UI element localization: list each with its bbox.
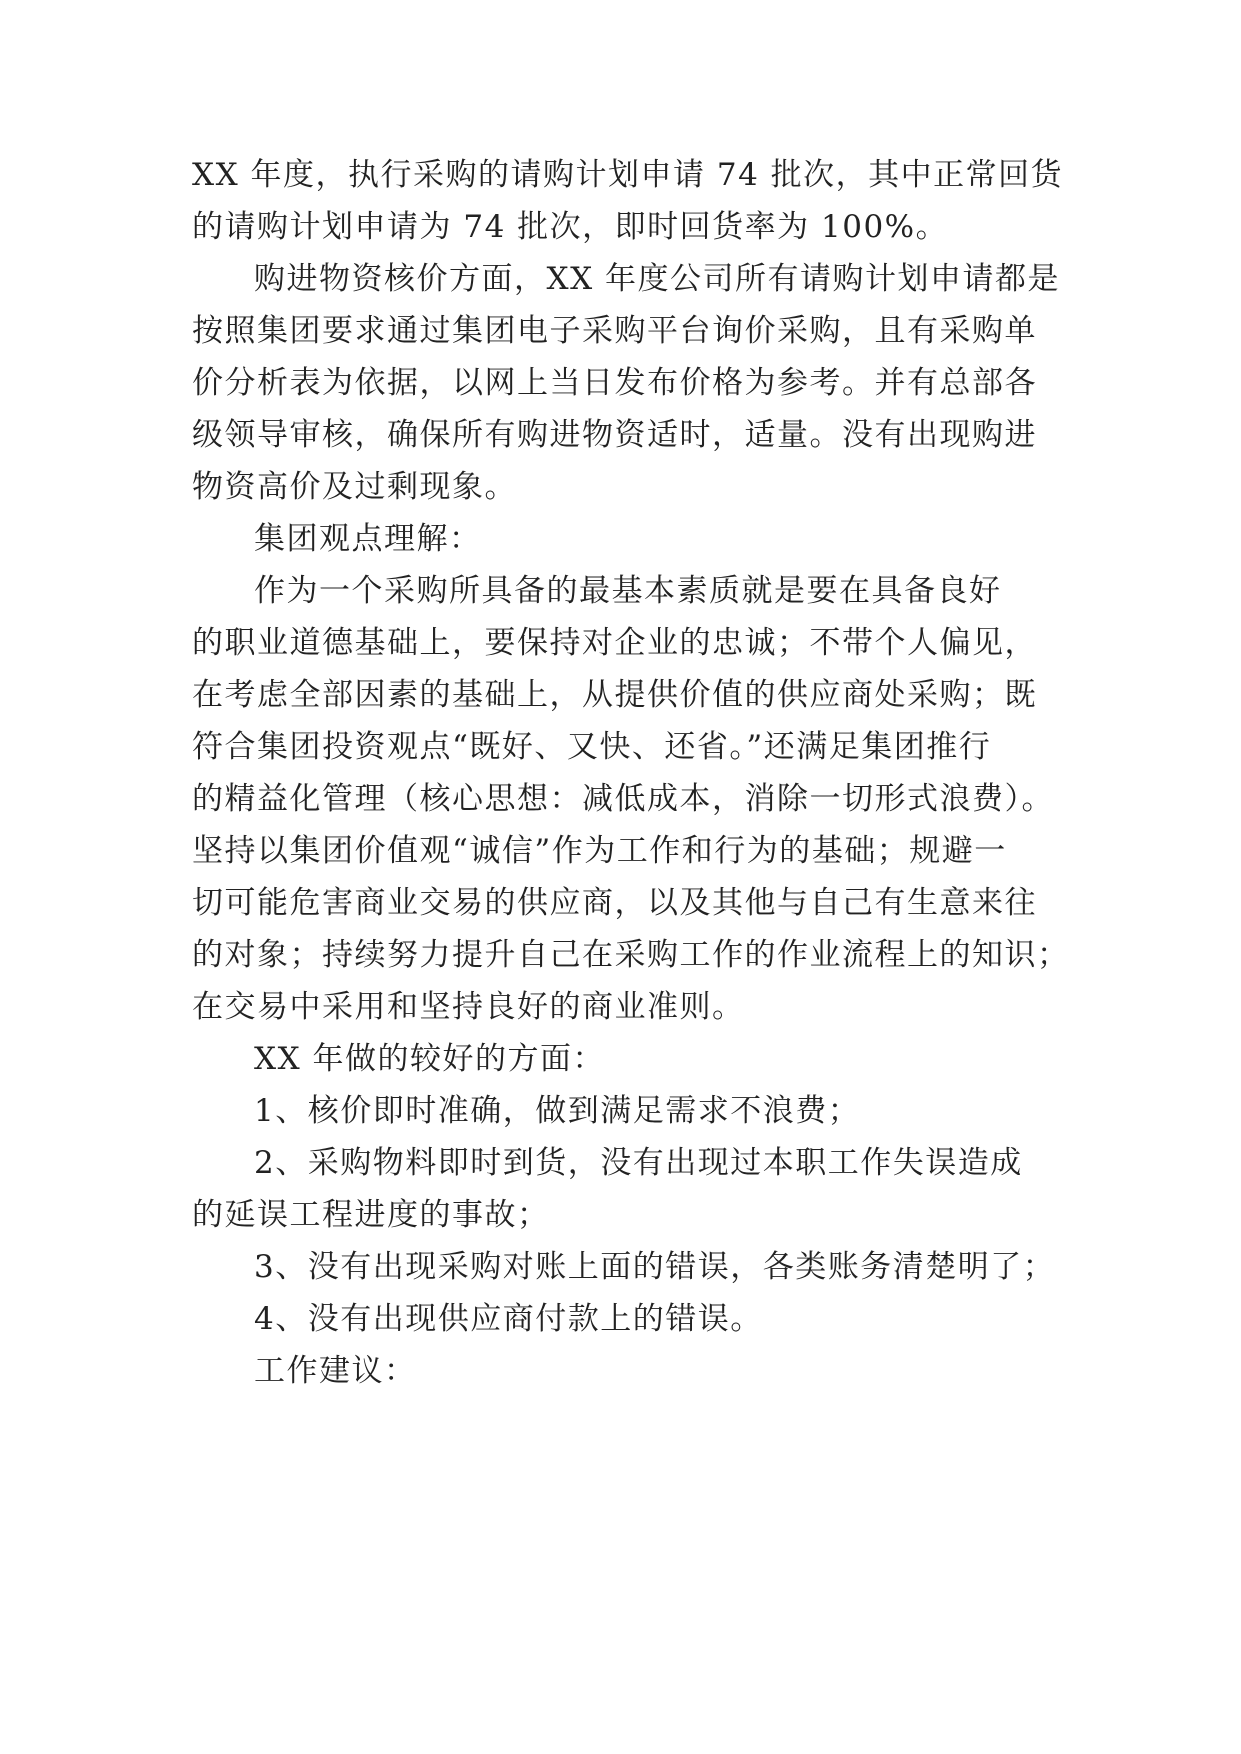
section-heading: XX 年做的较好的方面： xyxy=(254,1041,605,1077)
text-line: 的职业道德基础上，要保持对企业的忠诚；不带个人偏见， xyxy=(192,625,1037,661)
text-line: 坚持以集团价值观“诚信”作为工作和行为的基础；规避一 xyxy=(192,833,1007,869)
text-line: 级领导审核，确保所有购进物资适时，适量。没有出现购进 xyxy=(192,417,1037,453)
section-heading: 工作建议： xyxy=(254,1353,417,1389)
text-line: 的请购计划申请为 74 批次，即时回货率为 100%。 xyxy=(192,209,949,245)
text-line: 的精益化管理（核心思想：减低成本，消除一切形式浪费）。 xyxy=(192,781,1054,817)
text-line: 符合集团投资观点“既好、又快、还省。”还满足集团推行 xyxy=(192,729,992,765)
list-item: 4、没有出现供应商付款上的错误。 xyxy=(254,1301,763,1337)
text-line: 物资高价及过剩现象。 xyxy=(192,469,517,505)
list-item: 1、核价即时准确，做到满足需求不浪费； xyxy=(254,1093,861,1129)
list-item: 2、采购物料即时到货，没有出现过本职工作失误造成 xyxy=(254,1145,1023,1181)
text-line: 在交易中采用和坚持良好的商业准则。 xyxy=(192,989,745,1025)
text-line: 的对象；持续努力提升自己在采购工作的作业流程上的知识； xyxy=(192,937,1070,973)
text-line: XX 年度，执行采购的请购计划申请 74 批次，其中正常回货 xyxy=(192,157,1064,193)
text-line: 的延误工程进度的事故； xyxy=(192,1197,550,1233)
text-line: 在考虑全部因素的基础上，从提供价值的供应商处采购；既 xyxy=(192,677,1037,713)
paragraph-start: 作为一个采购所具备的最基本素质就是要在具备良好 xyxy=(254,573,1002,609)
paragraph-start: 购进物资核价方面，XX 年度公司所有请购计划申请都是 xyxy=(254,261,1060,297)
text-line: 价分析表为依据，以网上当日发布价格为参考。并有总部各 xyxy=(192,365,1037,401)
text-line: 按照集团要求通过集团电子采购平台询价采购，且有采购单 xyxy=(192,313,1037,349)
text-line: 切可能危害商业交易的供应商，以及其他与自己有生意来往 xyxy=(192,885,1037,921)
section-heading: 集团观点理解： xyxy=(254,521,482,557)
list-item: 3、没有出现采购对账上面的错误，各类账务清楚明了； xyxy=(254,1249,1056,1285)
